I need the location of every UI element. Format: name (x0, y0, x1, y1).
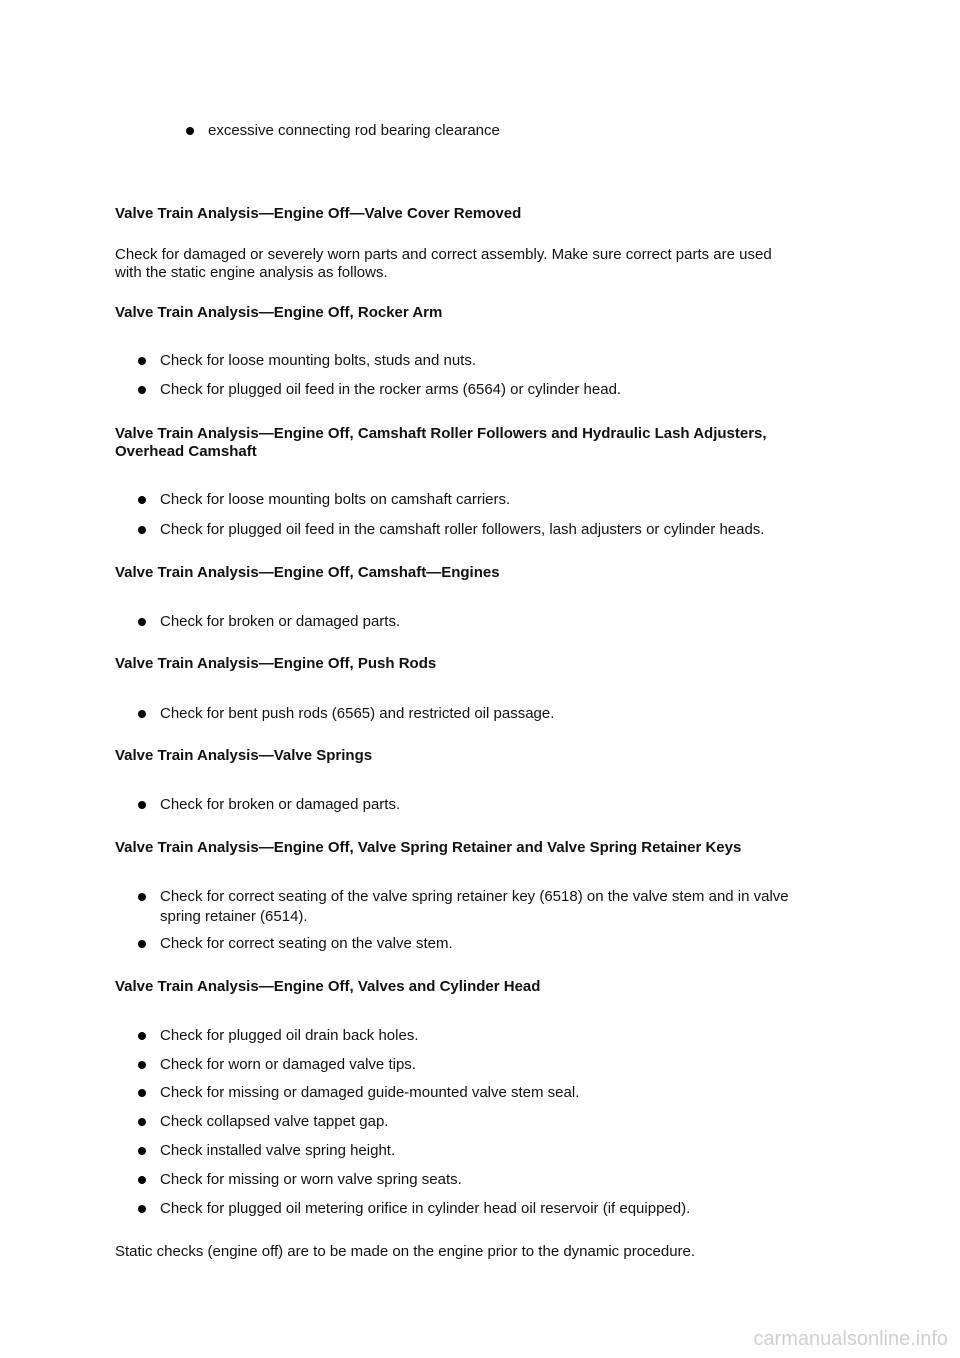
list-item-text: Check for plugged oil feed in the camshaft roller followers, lash adjusters or cylinder heads. (160, 521, 765, 538)
list-item (160, 381, 850, 399)
section-heading: Valve Train Analysis—Valve Springs (115, 747, 373, 764)
list-item (160, 888, 850, 906)
paragraph-line: with the static engine analysis as follows. (115, 264, 388, 281)
list-item-text: Check for missing or worn valve spring seats. (160, 1171, 462, 1188)
list-item-text: Check for loose mounting bolts, studs and nuts. (160, 352, 477, 369)
list-item (160, 1027, 850, 1045)
list-item (160, 705, 850, 723)
bullet-icon (138, 1118, 146, 1126)
list-item-text: Check collapsed valve tappet gap. (160, 1113, 389, 1130)
list-item (160, 1171, 850, 1189)
bullet-icon (138, 1061, 146, 1069)
section-heading: Overhead Camshaft (115, 443, 257, 460)
bullet-icon (138, 386, 146, 394)
list-item (160, 491, 850, 509)
list-item-text: Check for plugged oil metering orifice in cylinder head oil reservoir (if equipped). (160, 1200, 691, 1217)
bullet-icon (186, 127, 194, 135)
list-item (160, 935, 850, 953)
list-item (160, 1142, 850, 1160)
list-item-text: Check for plugged oil feed in the rocker arms (6564) or cylinder head. (160, 381, 622, 398)
list-item (160, 1200, 850, 1218)
section-heading: Valve Train Analysis—Engine Off, Rocker Arm (115, 304, 443, 321)
bullet-icon (138, 1147, 146, 1155)
section-heading: Valve Train Analysis—Engine Off—Valve Cover Removed (115, 205, 522, 222)
list-item-text: Check for plugged oil drain back holes. (160, 1027, 419, 1044)
bullet-icon (138, 357, 146, 365)
bullet-icon (138, 1176, 146, 1184)
bullet-icon (138, 496, 146, 504)
list-item (160, 352, 850, 370)
paragraph-line: Check for damaged or severely worn parts and correct assembly. Make sure correct parts are used (115, 246, 772, 263)
bullet-icon (138, 1032, 146, 1040)
list-item (160, 1056, 850, 1074)
list-item-text: Check for bent push rods (6565) and restricted oil passage. (160, 705, 555, 722)
bullet-icon (138, 1089, 146, 1097)
bullet-icon (138, 618, 146, 626)
watermark: carmanualsonline.info (753, 1328, 948, 1350)
list-item (160, 613, 850, 631)
list-item-text: Check for correct seating on the valve stem. (160, 935, 453, 952)
section-heading: Valve Train Analysis—Engine Off, Valve Spring Retainer and Valve Spring Retainer Keys (115, 839, 742, 856)
list-item-text: Check for broken or damaged parts. (160, 796, 401, 813)
list-item (160, 1113, 850, 1131)
bullet-icon (138, 1205, 146, 1213)
list-item-text: Check for broken or damaged parts. (160, 613, 401, 630)
list-item-text: Check installed valve spring height. (160, 1142, 396, 1159)
section-heading: Valve Train Analysis—Engine Off, Valves and Cylinder Head (115, 978, 541, 995)
list-item-continuation: spring retainer (6514). (160, 908, 308, 925)
section-heading: Valve Train Analysis—Engine Off, Camshaft—Engines (115, 564, 500, 581)
bullet-icon (138, 801, 146, 809)
section-heading: Valve Train Analysis—Engine Off, Camshaft Roller Followers and Hydraulic Lash Adjusters, (115, 425, 767, 442)
bullet-icon (138, 940, 146, 948)
list-item (208, 122, 898, 140)
section-heading: Valve Train Analysis—Engine Off, Push Rods (115, 655, 437, 672)
list-item (160, 796, 850, 814)
bullet-icon (138, 526, 146, 534)
list-item (160, 1084, 850, 1102)
list-item-text: Check for correct seating of the valve spring retainer key (6518) on the valve stem and in valve (160, 888, 789, 905)
bullet-icon (138, 710, 146, 718)
bullet-icon (138, 893, 146, 901)
closing-paragraph: Static checks (engine off) are to be made on the engine prior to the dynamic procedure. (115, 1243, 696, 1260)
list-item-text: excessive connecting rod bearing clearance (208, 122, 500, 139)
list-item-text: Check for worn or damaged valve tips. (160, 1056, 416, 1073)
list-item-text: Check for loose mounting bolts on camshaft carriers. (160, 491, 511, 508)
list-item (160, 521, 850, 539)
list-item-text: Check for missing or damaged guide-mounted valve stem seal. (160, 1084, 580, 1101)
